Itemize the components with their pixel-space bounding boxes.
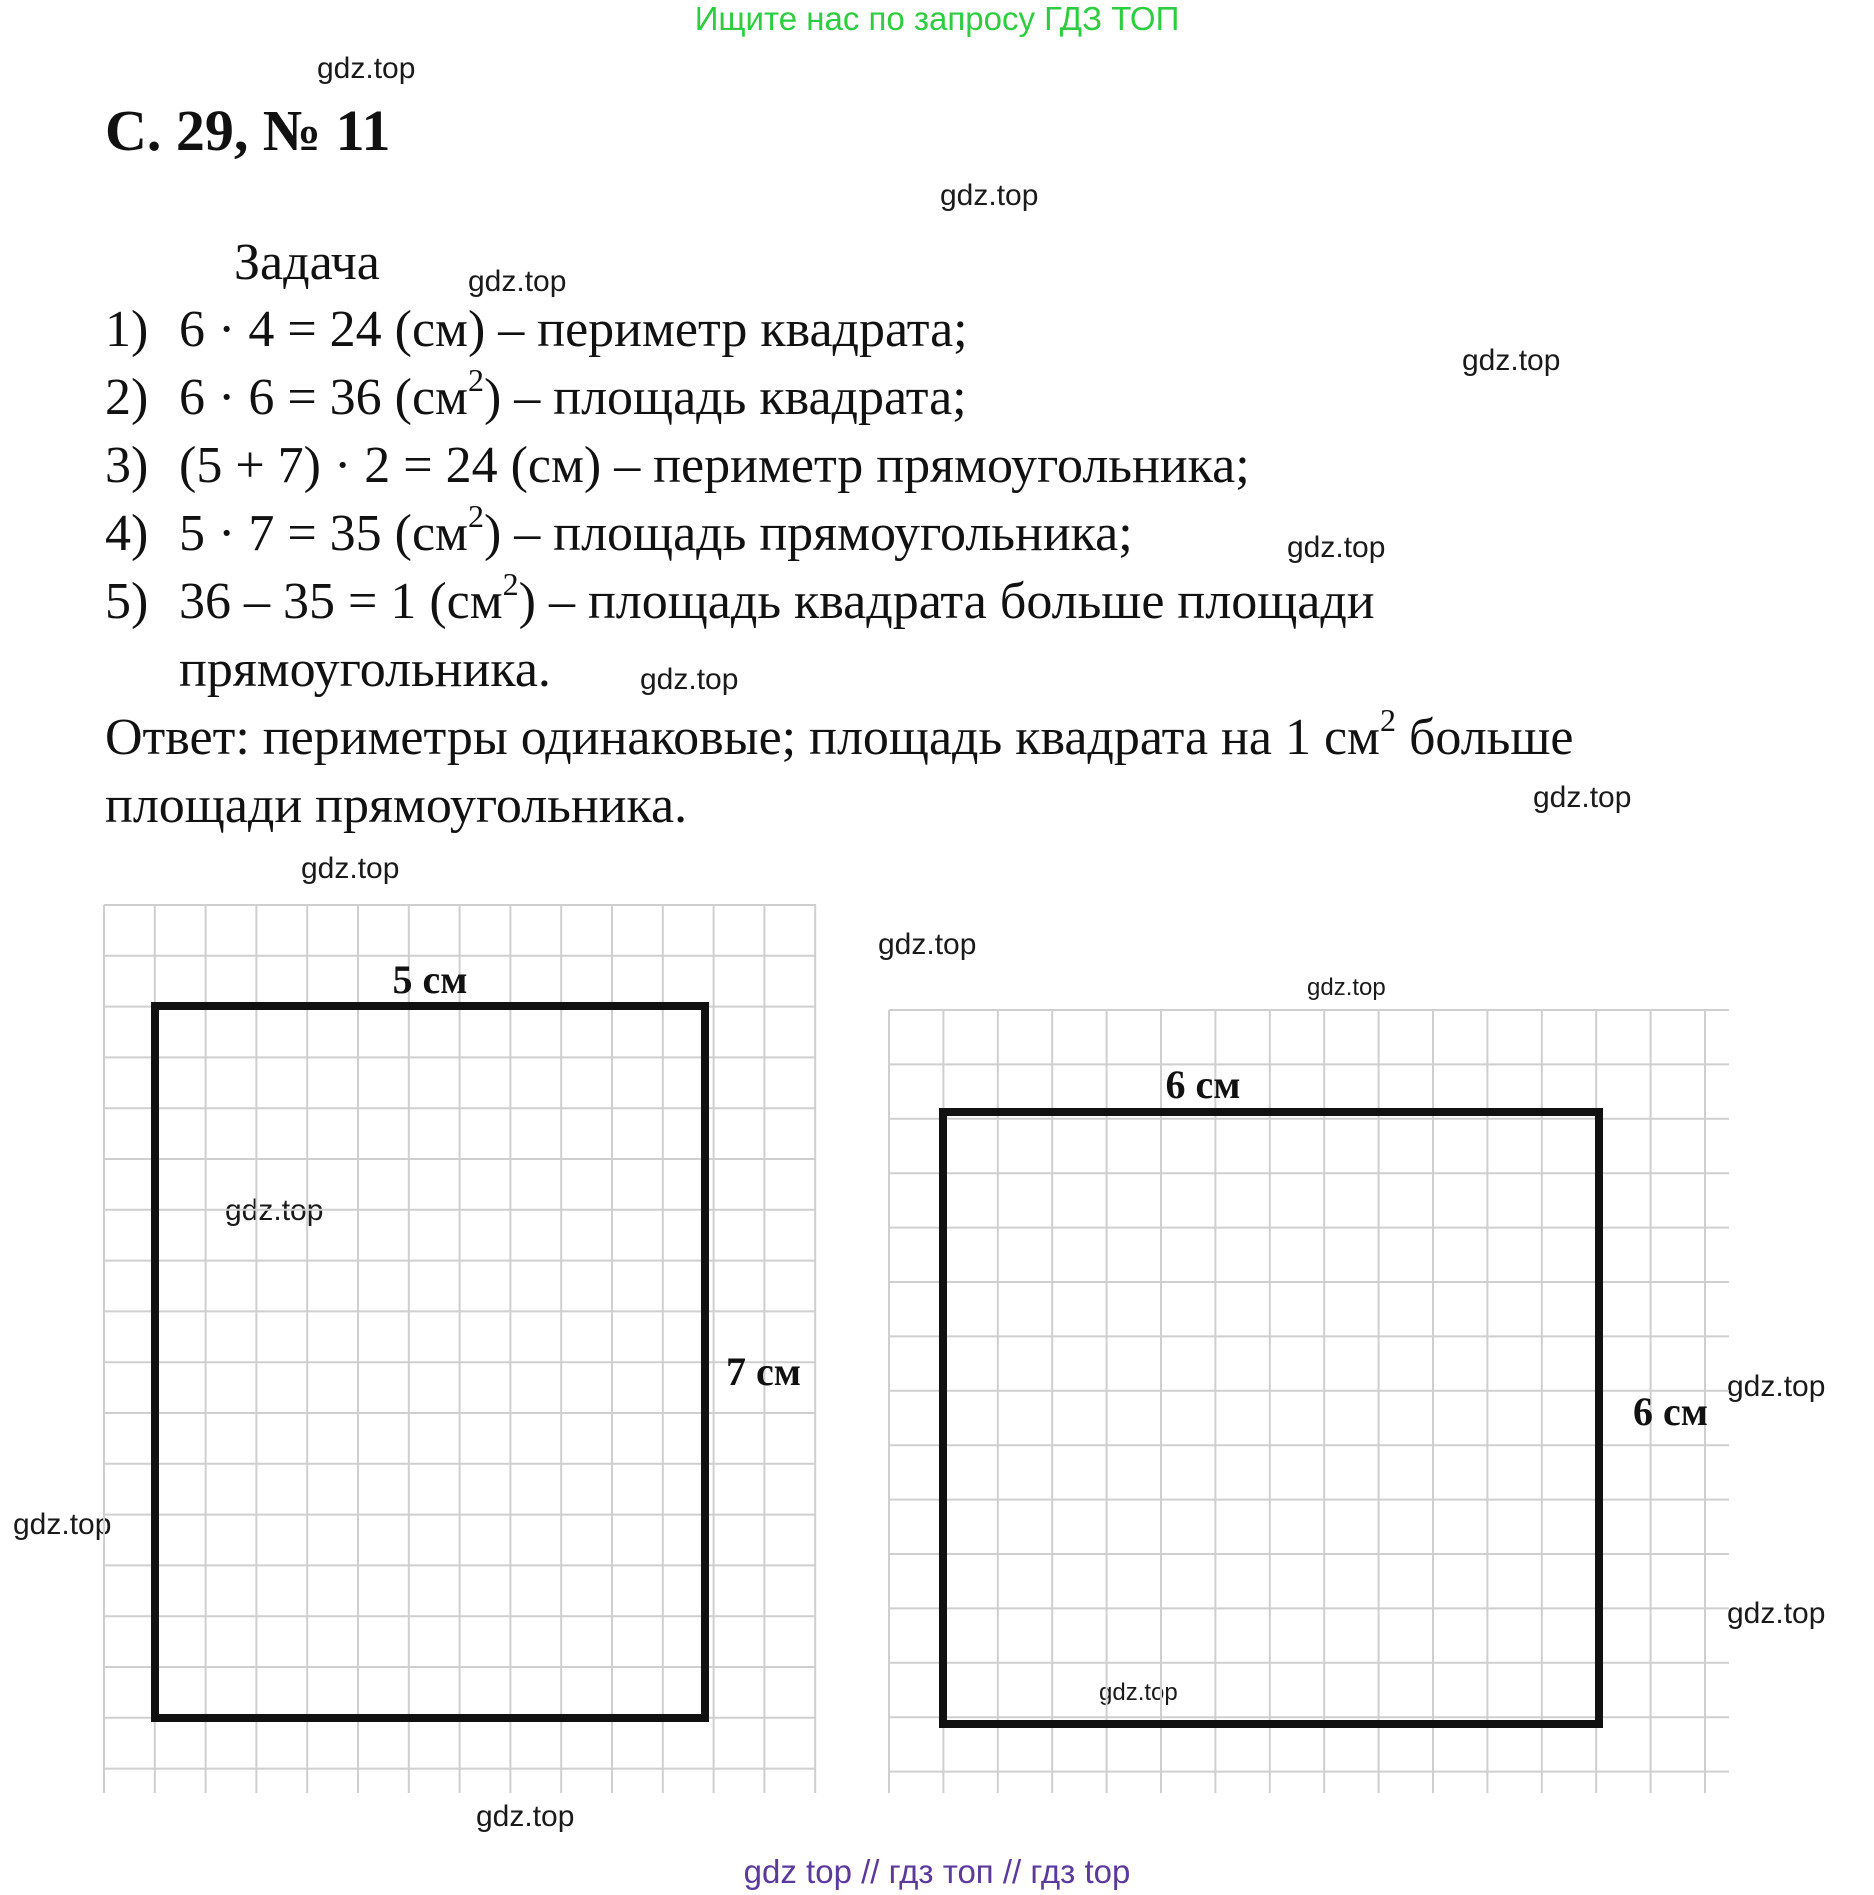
answer-line [105, 702, 1574, 767]
solution-step [105, 300, 968, 359]
watermark: gdz.top [1307, 974, 1386, 1001]
watermark: gdz.top [301, 852, 400, 885]
watermark: gdz.top [640, 663, 739, 696]
superscript: 2 [502, 566, 519, 602]
step-text: 5 · 7 = 35 (см [179, 505, 468, 562]
step-text: 36 – 35 = 1 (см [179, 573, 503, 630]
page-title: С. 29, № 11 [105, 98, 391, 163]
watermark: gdz.top [1287, 531, 1386, 564]
step-number: 5) [105, 573, 149, 630]
answer-line-2: площади прямоугольника. [105, 777, 688, 834]
rectangle-figure [104, 905, 816, 1793]
step-text-end: ) – площадь квадрата больше площади [518, 573, 1375, 630]
square-height-label: 6 см [1633, 1389, 1708, 1434]
step-text: (5 + 7) · 2 = 24 (см) – периметр прямоугольника; [179, 437, 1250, 494]
watermark: gdz.top [1462, 344, 1561, 377]
solution-step [105, 566, 1375, 631]
watermark: gdz.top [940, 179, 1039, 212]
answer-text: Ответ: периметры одинаковые; площадь квадрата на 1 см [105, 709, 1380, 766]
top-banner: Ищите нас по запросу ГДЗ ТОП [694, 0, 1180, 37]
superscript: 2 [467, 498, 484, 534]
watermark: gdz.top [1727, 1597, 1826, 1630]
superscript: 2 [467, 362, 484, 398]
task-heading: Задача [234, 234, 380, 291]
rectangle-width-label: 5 см [392, 957, 468, 1002]
step-number: 2) [105, 369, 149, 426]
square-outline [943, 1112, 1599, 1724]
superscript: 2 [1379, 702, 1396, 738]
answer-text-end: больше [1395, 709, 1574, 766]
solution-step [105, 498, 1133, 563]
step-number: 4) [105, 505, 149, 562]
step-text-end: ) – площадь прямоугольника; [483, 505, 1133, 562]
watermark: gdz.top [13, 1508, 112, 1541]
step-text-end: ) – площадь квадрата; [483, 369, 967, 426]
grid-lines [104, 905, 816, 1793]
step-text: 6 · 6 = 36 (см [179, 369, 468, 426]
step-number: 3) [105, 437, 149, 494]
step-text: 6 · 4 = 24 (см) – периметр квадрата; [179, 301, 968, 358]
solution-step [105, 362, 967, 427]
square-width-label: 6 см [1165, 1062, 1241, 1107]
solution-continuation: прямоугольника. [179, 641, 551, 698]
watermark: gdz.top [1727, 1370, 1826, 1403]
watermark: gdz.top [225, 1194, 324, 1227]
footer-links: gdz top // гдз топ // гдз top [743, 1853, 1131, 1890]
rectangle-height-label: 7 см [726, 1349, 801, 1394]
solution-step [105, 436, 1250, 495]
watermark: gdz.top [476, 1800, 575, 1833]
watermark: gdz.top [1533, 781, 1632, 814]
watermark: gdz.top [878, 928, 977, 961]
step-number: 1) [105, 301, 149, 358]
square-figure [889, 1010, 1729, 1793]
watermark: gdz.top [1099, 1679, 1178, 1706]
watermark: gdz.top [468, 265, 567, 298]
watermark: gdz.top [317, 52, 416, 85]
